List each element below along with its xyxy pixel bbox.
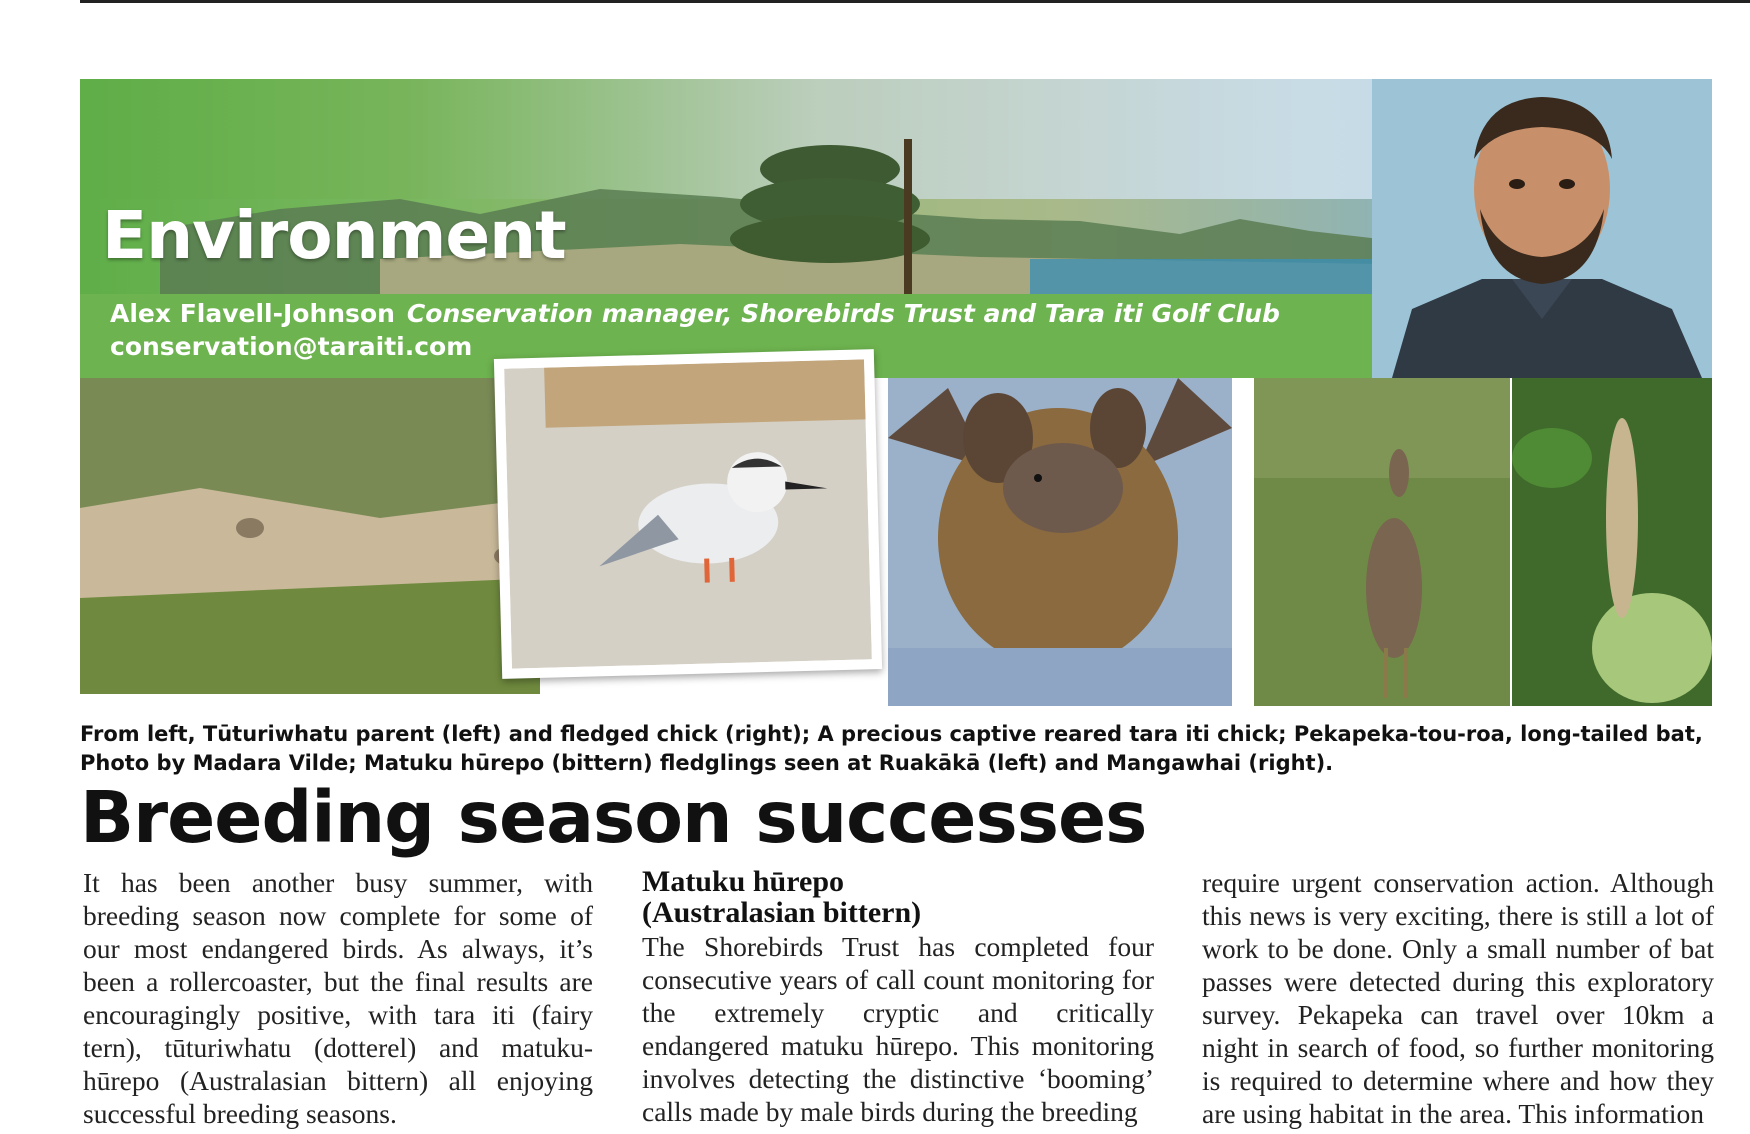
environment-banner [80,79,1712,378]
photo-bittern-mangawhai [1512,378,1712,706]
article-headline: Breeding season successes [80,776,1147,859]
col1-paragraph: It has been another busy summer, with breeding season now complete for some of our most endangered birds. As always, it’s been a rollercoaster, but the final results are encouragingly positive, with tara iti (fairy tern), tūturiwhatu (dotterel) and matuku-hūrepo (Australasian bittern) all enjoying successful breeding seasons. [83,867,593,1129]
article-column-2 [642,866,1154,1128]
top-rule [80,0,1750,3]
subhead-line-2: (Australasian bittern) [642,896,922,929]
author-portrait [1372,79,1712,378]
photo-tuturiwhatu-dunes [80,378,540,694]
author-name: Alex Flavell-Johnson [110,299,395,328]
author-byline [110,299,1280,328]
section-title: Environment [102,197,566,274]
subhead-matuku [642,866,1154,928]
photo-caption: From left, Tūturiwhatu parent (left) and fledged chick (right); A precious captive reared tara iti chick; Pekapeka-tou-roa, long-tailed bat, Photo by Madara Vilde; Matuku hūrepo (bittern) fledglings seen at Ruakākā (left) and Mangawhai (right). [80,722,1703,775]
author-email: conservation@taraiti.com [110,332,473,361]
photo-bittern-ruakaka [1254,378,1510,706]
subhead-line-1: Matuku hūrepo [642,865,845,898]
article-column-3 [1202,866,1714,1130]
col3-paragraph: require urgent conservation action. Although this news is very exciting, there is still a lot of work to be done. Only a small number of bat passes were detected during this exploratory survey. Pekapeka can travel over 10km a night in search of food, so further monitoring is required to determine where and how they are using habitat in the area. This information [1202,867,1714,1129]
article-column-1 [83,866,593,1130]
photo-tara-iti-chick [494,349,882,679]
col2-paragraph: The Shorebirds Trust has completed four consecutive years of call count monitoring for the extremely cryptic and critically endangered matuku hūrepo. This monitoring involves detecting the distinctive ‘booming’ calls made by male birds during the breeding [642,931,1154,1127]
photo-long-tailed-bat [888,378,1232,706]
author-role: Conservation manager, Shorebirds Trust and Tara iti Golf Club [406,299,1280,328]
